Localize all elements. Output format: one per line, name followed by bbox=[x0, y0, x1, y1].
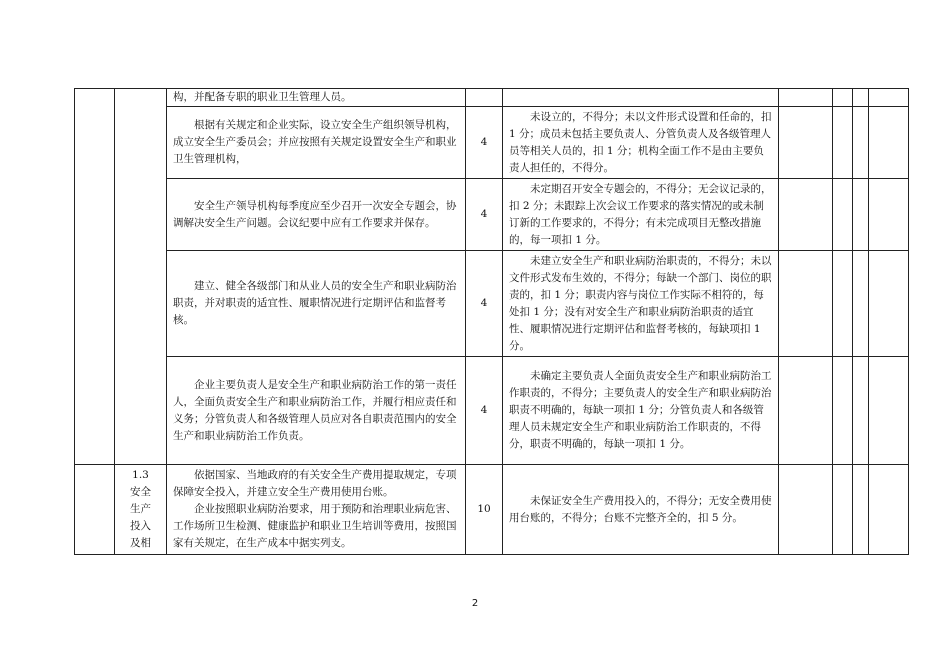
standard-cell: 构，并配备专职的职业卫生管理人员。 bbox=[167, 89, 466, 107]
method-cell: 未定期召开安全专题会的，不得分；无会议记录的，扣 2 分；未跟踪上次会议工作要求的落实情况的或未制订新的工作要求的，不得分；有未完成项目无整改措施的，每一项扣 1 分。 bbox=[503, 179, 779, 251]
table-row bbox=[75, 179, 909, 251]
category-cell bbox=[75, 465, 115, 555]
empty-cell bbox=[779, 357, 833, 465]
empty-cell bbox=[853, 107, 869, 179]
score-cell bbox=[466, 89, 503, 107]
table-row bbox=[75, 107, 909, 179]
empty-cell bbox=[833, 465, 853, 555]
empty-cell bbox=[833, 357, 853, 465]
method-cell: 未确定主要负责人全面负责安全生产和职业病防治工作职责的，不得分；主要负责人的安全生产和职业病防治职责不明确的，每缺一项扣 1 分；分管负责人和各级管理人员未规定安全生产和职业病防治工作职责的，不得分，职责不明确的，每缺一项扣 1 分。 bbox=[503, 357, 779, 465]
standard-cell: 企业主要负责人是安全生产和职业病防治工作的第一责任人，全面负责安全生产和职业病防治工作，并履行相应责任和义务；分管负责人和各级管理人员应对各自职责范围内的安全生产和职业病防治工作负责。 bbox=[167, 357, 466, 465]
method-cell: 未保证安全生产费用投入的，不得分；无安全费用使用台账的，不得分；台账不完整齐全的，扣 5 分。 bbox=[503, 465, 779, 555]
table-row bbox=[75, 89, 909, 107]
standard-cell: 根据有关规定和企业实际，设立安全生产组织领导机构，成立安全生产委员会；并应按照有关规定设置安全生产和职业卫生管理机构， bbox=[167, 107, 466, 179]
empty-cell bbox=[833, 89, 853, 107]
empty-cell bbox=[869, 107, 909, 179]
empty-cell bbox=[869, 89, 909, 107]
score-cell: 4 bbox=[466, 357, 503, 465]
standard-cell bbox=[167, 465, 466, 555]
table-row bbox=[75, 357, 909, 465]
score-cell: 4 bbox=[466, 107, 503, 179]
table-row bbox=[75, 251, 909, 357]
empty-cell bbox=[869, 251, 909, 357]
score-cell: 10 bbox=[466, 465, 503, 555]
scoring-table bbox=[74, 88, 909, 555]
empty-cell bbox=[869, 179, 909, 251]
standard-cell: 安全生产领导机构每季度应至少召开一次安全专题会，协调解决安全生产问题。会议纪要中应有工作要求并保存。 bbox=[167, 179, 466, 251]
method-cell bbox=[503, 89, 779, 107]
page-number: 2 bbox=[471, 598, 479, 609]
item-name-line: 生产 bbox=[130, 503, 151, 515]
empty-cell bbox=[833, 107, 853, 179]
empty-cell bbox=[869, 465, 909, 555]
method-cell: 未设立的，不得分；未以文件形式设置和任命的，扣 1 分；成员未包括主要负责人、分管负责人及各级管理人员等相关人员的，扣 1 分；机构全面工作不是由主要负责人担任的，不得分。 bbox=[503, 107, 779, 179]
category-cell bbox=[75, 89, 115, 465]
score-cell: 4 bbox=[466, 179, 503, 251]
empty-cell bbox=[779, 465, 833, 555]
empty-cell bbox=[853, 179, 869, 251]
score-cell: 4 bbox=[466, 251, 503, 357]
empty-cell bbox=[853, 357, 869, 465]
empty-cell bbox=[779, 107, 833, 179]
empty-cell bbox=[853, 89, 869, 107]
item-name-cell bbox=[115, 465, 167, 555]
standard-paragraph: 企业按照职业病防治要求，用于预防和治理职业病危害、工作场所卫生检测、健康监护和职业卫生培训等费用，按照国家有关规定，在生产成本中据实列支。 bbox=[173, 503, 457, 549]
item-name-line: 投入 bbox=[130, 520, 151, 532]
empty-cell bbox=[779, 89, 833, 107]
empty-cell bbox=[853, 251, 869, 357]
standard-cell: 建立、健全各级部门和从业人员的安全生产和职业病防治职责，并对职责的适宜性、履职情况进行定期评估和监督考核。 bbox=[167, 251, 466, 357]
empty-cell bbox=[853, 465, 869, 555]
empty-cell bbox=[833, 251, 853, 357]
empty-cell bbox=[779, 179, 833, 251]
method-cell: 未建立安全生产和职业病防治职责的，不得分；未以文件形式发布生效的，不得分；每缺一个部门、岗位的职责的，扣 1 分；职责内容与岗位工作实际不相符的，每处扣 1 分；没有对安全生产和职业病防治职责的适宜性、履职情况进行定期评估和监督考核的，每缺项扣 1 分。 bbox=[503, 251, 779, 357]
item-number: 1.3 bbox=[132, 469, 149, 481]
empty-cell bbox=[869, 357, 909, 465]
standard-paragraph: 依据国家、当地政府的有关安全生产费用提取规定，专项保障安全投入，并建立安全生产费用使用台账。 bbox=[173, 469, 457, 498]
empty-cell bbox=[779, 251, 833, 357]
item-name-line: 安全 bbox=[130, 486, 151, 498]
item-name-line: 及相 bbox=[130, 537, 151, 549]
empty-cell bbox=[833, 179, 853, 251]
table-row bbox=[75, 465, 909, 555]
item-cell bbox=[115, 89, 167, 465]
